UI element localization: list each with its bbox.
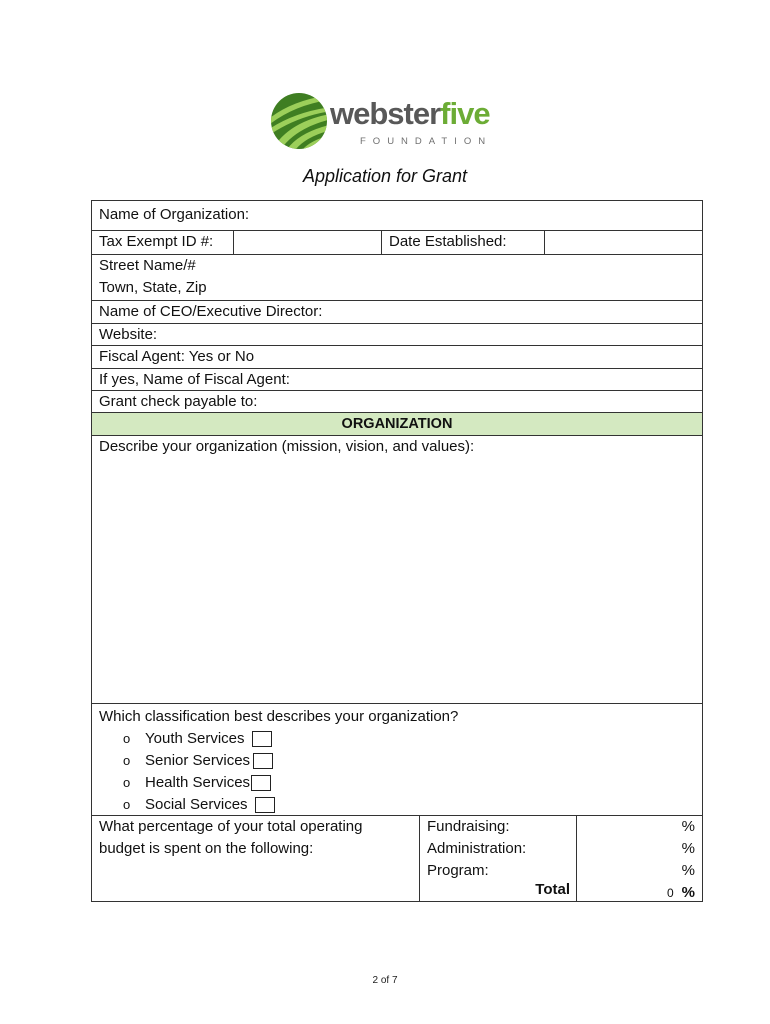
fiscal-agent-row[interactable] [92,345,702,368]
total-value: 0 [666,886,674,900]
org-name-label: Name of Organization: [99,206,250,223]
health-services-checkbox[interactable] [251,775,271,791]
option-label: Social Services [145,796,248,813]
bullet-icon: o [123,753,131,768]
senior-services-checkbox[interactable] [253,753,273,769]
describe-label: Describe your organization (mission, vision, and values): [99,438,475,455]
budget-items [419,816,577,901]
program-label: Program: [427,862,489,879]
administration-label: Administration: [427,840,527,857]
total-label: Total [535,881,570,898]
fundraising-percent[interactable] [584,816,695,838]
option-label: Senior Services [145,752,251,769]
logo-globe-icon [270,92,328,150]
logo-subtitle: FOUNDATION [360,136,493,147]
logo-wordmark: websterfive [330,96,490,131]
budget-row [92,815,702,901]
website-label: Website: [99,326,158,343]
option-label: Youth Services [145,730,245,747]
bullet-icon: o [123,775,131,790]
ceo-label: Name of CEO/Executive Director: [99,303,323,320]
budget-question-line-2: budget is spent on the following: [99,840,314,857]
date-established-field[interactable] [544,231,702,254]
bullet-icon: o [123,731,131,746]
grant-form [91,200,703,902]
youth-services-checkbox[interactable] [252,731,272,747]
program-percent[interactable] [584,860,695,882]
classification-row [92,703,702,815]
tax-id-field[interactable] [233,231,381,254]
percent-sign: % [681,818,695,835]
page-number: 2 of 7 [372,975,398,986]
address-row[interactable] [92,254,702,300]
street-label: Street Name/# [99,257,196,274]
administration-percent[interactable] [584,838,695,860]
foundation-logo [270,92,510,154]
social-services-checkbox[interactable] [255,797,275,813]
option-health-services [99,772,695,794]
option-senior-services [99,750,695,772]
payable-label: Grant check payable to: [99,393,258,410]
fiscal-agent-label: Fiscal Agent: Yes or No [99,348,255,365]
date-established-label: Date Established: [381,231,544,254]
website-row[interactable] [92,323,702,345]
percent-sign: % [681,840,695,857]
section-header-organization: ORGANIZATION [92,412,702,435]
payable-row[interactable] [92,390,702,412]
total-percent [584,882,695,904]
option-youth-services [99,728,695,750]
bullet-icon: o [123,797,131,812]
fiscal-agent-name-row[interactable] [92,368,702,390]
option-label: Health Services [145,774,251,791]
town-label: Town, State, Zip [99,279,207,296]
ceo-row[interactable] [92,300,702,323]
percent-sign: % [681,862,695,879]
budget-question [92,816,419,901]
fundraising-label: Fundraising: [427,818,510,835]
page-title: Application for Grant [302,166,468,186]
fiscal-agent-name-label: If yes, Name of Fiscal Agent: [99,371,290,388]
budget-question-line-1: What percentage of your total operating [99,818,363,835]
percent-sign: % [681,884,695,901]
describe-row[interactable] [92,435,702,703]
org-name-row[interactable] [92,201,702,230]
tax-id-label: Tax Exempt ID #: [99,233,214,250]
tax-date-row [92,230,702,254]
option-social-services [99,794,695,816]
budget-percent-fields[interactable] [577,816,702,901]
classification-question: Which classification best describes your organization? [99,708,459,725]
